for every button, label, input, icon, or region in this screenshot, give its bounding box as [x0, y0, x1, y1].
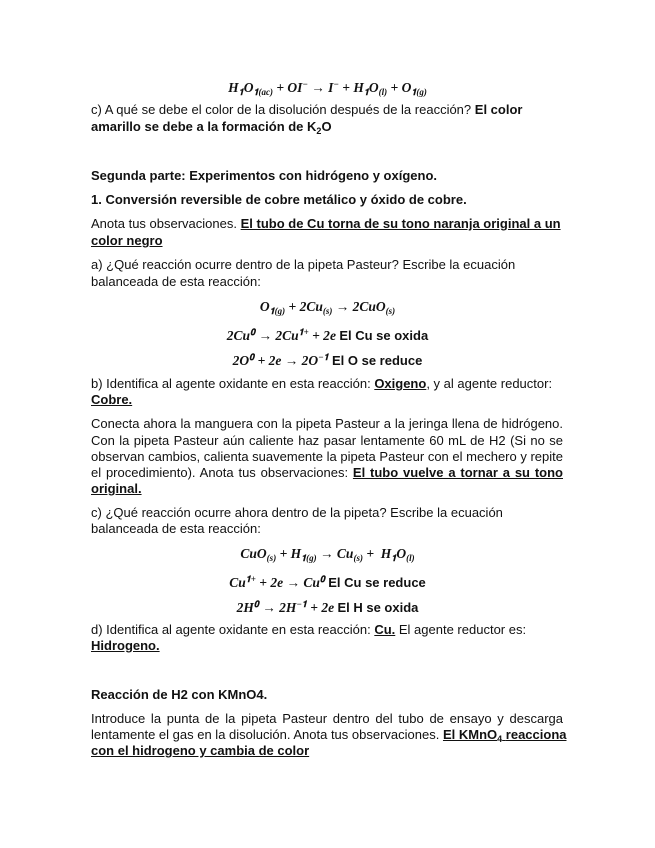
section-title-kmno4: Reacción de H2 con KMnO4. — [91, 687, 268, 702]
paragraph-line2: Con la pipeta Pasteur aún caliente haz pasar lentamente 60 mL de H2 (Si no se — [91, 433, 563, 448]
question-d-text2: El agente reductor es: — [398, 622, 527, 637]
equation-a3: $2O^𝟎 + 2e \to 2O^{-𝟏}$ El O se reduce — [232, 352, 423, 368]
paragraph-line4-text: el procedimiento). Anota tus observaciones: — [91, 465, 349, 480]
question-a-line1: a) ¿Qué reacción ocurre dentro de la pipeta Pasteur? Escribe la ecuación — [91, 257, 516, 272]
paragraph3-answer-sub: 4 — [497, 734, 503, 744]
answer-b-oxidant: Oxigeno — [374, 376, 427, 391]
paragraph-line4 — [91, 465, 563, 481]
paragraph-answer: El tubo vuelve a tornar a su tono — [352, 465, 563, 480]
answer-c1-sub: 2 — [316, 126, 322, 136]
question-c1 — [91, 102, 563, 118]
section-title-part2: Segunda parte: Experimentos con hidrógeno y oxígeno. — [91, 168, 437, 183]
paragraph-line3: observan cambios, calienta suavemente la pipeta Pasteur con el mechero y repite — [91, 449, 563, 464]
equation-c2-note: El Cu se reduce — [328, 575, 426, 590]
paragraph-line1: Conecta ahora la manguera con la pipeta Pasteur a la jeringa llena de hidrógeno. — [91, 416, 563, 431]
observations-1 — [91, 216, 563, 232]
question-c-line1: c) ¿Qué reacción ocurre ahora dentro de la pipeta? Escribe la ecuación — [91, 505, 503, 520]
observations-1-answer: El tubo de Cu torna de su tono naranja original a un — [240, 216, 561, 231]
answer-c1-part1: El color — [474, 102, 523, 117]
equation-top: $H_𝟏O_{𝟏(ac)} + OI^- \to I^- + H_𝟏O_{(l)} + O_{𝟏(g)}$ — [228, 79, 427, 97]
equation-c3: $2H^𝟎 \to 2H^{-𝟏} + 2e$ El H se oxida — [236, 599, 419, 615]
question-c-line2: balanceada de esta reacción: — [91, 521, 261, 536]
question-d — [91, 622, 563, 638]
equation-a2-note: El Cu se oxida — [339, 328, 429, 343]
paragraph-answer-line2: original. — [91, 481, 142, 496]
question-c1-text: c) A qué se debe el color de la disolución después de la reacción? — [91, 102, 472, 117]
answer-b-reducer: Cobre. — [91, 392, 133, 407]
paragraph3-line2-text: lentamente el gas en la disolución. Anota tus observaciones. — [91, 727, 440, 742]
answer-d-reducer: Hidrogeno. — [91, 638, 160, 653]
paragraph3-answer-pre: El KMnO — [442, 727, 498, 742]
question-b — [91, 376, 563, 392]
question-d-text: d) Identifica al agente oxidante en esta reacción: — [91, 622, 371, 637]
answer-d-oxidant: Cu. — [374, 622, 396, 637]
experiment-1-title: 1. Conversión reversible de cobre metálico y óxido de cobre. — [91, 192, 467, 207]
answer-c1-line2 — [91, 119, 563, 139]
equation-a1-text: $O_{𝟏(g)} + 2Cu_{(s)} \to 2CuO_{(s)}$ — [259, 299, 396, 316]
equation-c3-note: El H se oxida — [337, 600, 419, 615]
observations-1-answer-line2: color negro — [91, 233, 163, 248]
equation-c2: $Cu^{𝟏+} + 2e \to Cu^𝟎$ El Cu se reduce — [229, 574, 426, 590]
paragraph3-answer — [443, 727, 567, 742]
paragraph3-answer-post: reacciona — [505, 727, 567, 742]
paragraph3-answer-line2: con el hidrogeno y cambia de color — [91, 743, 310, 758]
question-b-text2: , y al agente reductor: — [426, 376, 553, 391]
question-a-line2: balanceada de esta reacción: — [91, 274, 261, 289]
equation-a2: $2Cu^𝟎 \to 2Cu^{𝟏+} + 2e$ El Cu se oxida — [226, 327, 429, 343]
answer-c1-tail: O — [321, 119, 332, 134]
equation-a1 — [0, 299, 655, 319]
equation-c1: $CuO_{(s)} + H_{𝟏(g)} \to Cu_{(s)} + H_𝟏O_{(l)}$ — [240, 546, 415, 563]
paragraph3-line1: Introduce la punta de la pipeta Pasteur dentro del tubo de ensayo y descarga — [91, 711, 563, 726]
answer-c1-text: amarillo se debe a la formación de K — [91, 119, 317, 134]
equation-a3-note: El O se reduce — [331, 353, 423, 368]
observations-1-label: Anota tus observaciones. — [91, 216, 237, 231]
question-b-text: b) Identifica al agente oxidante en esta reacción: — [91, 376, 371, 391]
